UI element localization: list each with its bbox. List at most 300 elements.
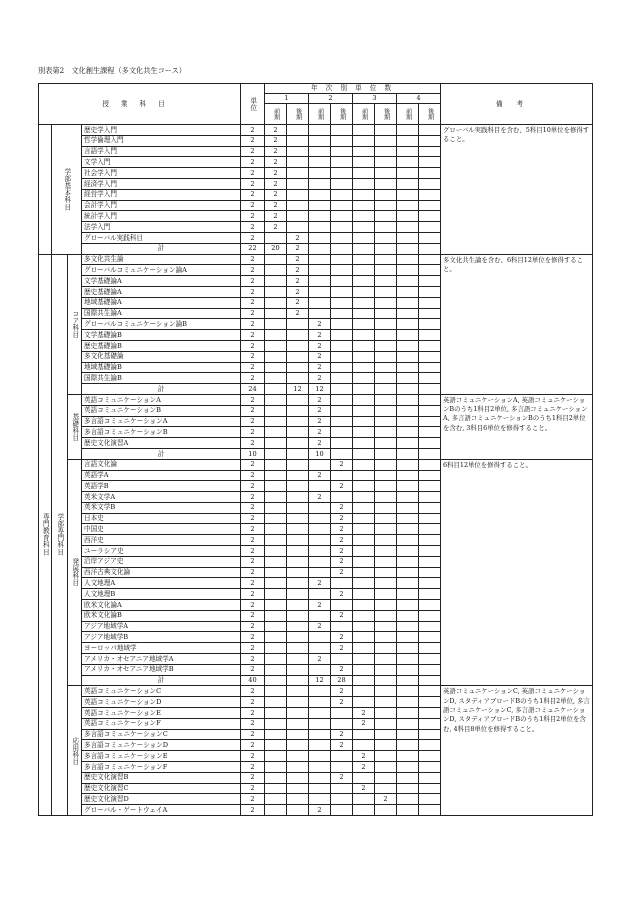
term-units-cell — [375, 578, 397, 589]
term-units-cell: 2 — [265, 211, 287, 222]
term-units-cell — [375, 481, 397, 492]
term-units-cell: 2 — [309, 427, 331, 438]
term-units-cell: 2 — [265, 135, 287, 146]
term-units-cell — [287, 546, 309, 557]
subject-name: 多言語コミュニケーションB — [82, 427, 241, 438]
subject-name: 地域基礎論A — [82, 297, 241, 308]
subject-name: ユーラシア史 — [82, 546, 241, 557]
term-units-cell — [397, 189, 419, 200]
term-units-cell — [397, 308, 419, 319]
term-units-cell — [331, 351, 353, 362]
term-units-cell — [419, 513, 441, 524]
curriculum-table — [38, 83, 593, 816]
units-cell: 24 — [241, 384, 265, 395]
subject-name: 沿岸アジア史 — [82, 556, 241, 567]
term-units-cell: 20 — [265, 243, 287, 254]
units-cell: 2 — [241, 697, 265, 708]
term-units-cell — [287, 632, 309, 643]
term-units-cell — [265, 362, 287, 373]
term-units-cell — [419, 600, 441, 611]
units-cell: 2 — [241, 492, 265, 503]
subject-name: 英語コミュニケーションE — [82, 708, 241, 719]
total-label: 計 — [82, 448, 241, 459]
term-units-cell — [397, 286, 419, 297]
term-units-cell — [375, 362, 397, 373]
term-units-cell — [397, 265, 419, 276]
term-units-cell — [265, 697, 287, 708]
term-units-cell: 2 — [265, 200, 287, 211]
term-units-cell — [397, 135, 419, 146]
term-units-cell — [265, 643, 287, 654]
term-units-cell — [287, 556, 309, 567]
term-units-cell — [353, 394, 375, 405]
term-units-cell — [331, 470, 353, 481]
term-units-cell — [265, 254, 287, 265]
term-units-cell — [397, 567, 419, 578]
term-units-cell — [265, 686, 287, 697]
term-units-cell — [353, 146, 375, 157]
term-units-cell — [287, 157, 309, 168]
subject-name: 多文化基礎論 — [82, 351, 241, 362]
term-units-cell — [375, 524, 397, 535]
units-cell: 2 — [241, 502, 265, 513]
term-units-cell — [353, 664, 375, 675]
term-units-cell: 2 — [265, 157, 287, 168]
term-units-cell — [419, 708, 441, 719]
units-cell: 2 — [241, 762, 265, 773]
term-units-cell: 2 — [265, 168, 287, 179]
term-units-cell — [265, 351, 287, 362]
term-units-cell — [397, 751, 419, 762]
term-units-cell — [331, 125, 353, 136]
term-units-cell: 2 — [309, 319, 331, 330]
term-units-cell — [287, 178, 309, 189]
term-units-cell — [397, 600, 419, 611]
term-units-cell — [397, 664, 419, 675]
term-units-cell — [353, 373, 375, 384]
subject-name: 歴史基礎論A — [82, 286, 241, 297]
header-year-units: 年 次 別 単 位 数 — [265, 84, 441, 94]
term-units-cell — [309, 664, 331, 675]
term-units-cell — [353, 211, 375, 222]
term-units-cell — [419, 697, 441, 708]
term-units-cell — [397, 632, 419, 643]
term-units-cell — [265, 664, 287, 675]
term-units-cell — [331, 265, 353, 276]
term-units-cell — [353, 319, 375, 330]
term-units-cell — [331, 783, 353, 794]
subject-name: 経済学入門 — [82, 178, 241, 189]
term-units-cell — [287, 513, 309, 524]
term-units-cell — [265, 416, 287, 427]
term-units-cell — [353, 524, 375, 535]
term-units-cell — [397, 470, 419, 481]
subject-name: 日本史 — [82, 513, 241, 524]
term-units-cell — [287, 416, 309, 427]
header-year-1: 1 — [265, 94, 309, 104]
term-units-cell — [375, 492, 397, 503]
term-units-cell — [331, 654, 353, 665]
term-units-cell — [375, 384, 397, 395]
term-units-cell — [397, 578, 419, 589]
units-cell: 2 — [241, 276, 265, 287]
term-units-cell — [375, 438, 397, 449]
term-units-cell — [419, 481, 441, 492]
term-units-cell — [331, 200, 353, 211]
header-term: 前期 — [397, 104, 419, 125]
term-units-cell: 2 — [331, 524, 353, 535]
subject-name: 国際共生論B — [82, 373, 241, 384]
subject-name: アメリカ・オセアニア地域学B — [82, 664, 241, 675]
term-units-cell — [353, 448, 375, 459]
units-cell: 2 — [241, 416, 265, 427]
term-units-cell — [375, 394, 397, 405]
term-units-cell: 2 — [331, 610, 353, 621]
term-units-cell: 28 — [331, 675, 353, 686]
term-units-cell — [287, 751, 309, 762]
units-cell: 2 — [241, 146, 265, 157]
term-units-cell: 2 — [331, 697, 353, 708]
units-cell: 2 — [241, 308, 265, 319]
units-cell: 2 — [241, 535, 265, 546]
term-units-cell — [287, 319, 309, 330]
term-units-cell: 2 — [353, 708, 375, 719]
table-row — [39, 254, 593, 265]
category-core: コア科目 — [68, 254, 82, 394]
term-units-cell — [397, 254, 419, 265]
term-units-cell — [419, 362, 441, 373]
subject-name: 文学基礎論B — [82, 330, 241, 341]
term-units-cell — [375, 708, 397, 719]
header-term: 前期 — [265, 104, 287, 125]
term-units-cell — [375, 373, 397, 384]
term-units-cell — [265, 783, 287, 794]
term-units-cell — [375, 297, 397, 308]
term-units-cell — [397, 740, 419, 751]
term-units-cell: 2 — [309, 351, 331, 362]
subject-name: 英語コミュニケーションF — [82, 718, 241, 729]
subject-name: 多言語コミュニケーションC — [82, 729, 241, 740]
term-units-cell — [397, 297, 419, 308]
term-units-cell — [419, 610, 441, 621]
units-cell: 2 — [241, 751, 265, 762]
term-units-cell — [397, 362, 419, 373]
term-units-cell — [397, 373, 419, 384]
term-units-cell — [331, 427, 353, 438]
units-cell: 2 — [241, 222, 265, 233]
term-units-cell — [353, 643, 375, 654]
term-units-cell — [265, 805, 287, 816]
units-cell: 2 — [241, 470, 265, 481]
subject-name: 社会学入門 — [82, 168, 241, 179]
total-label: 計 — [82, 384, 241, 395]
term-units-cell — [331, 146, 353, 157]
term-units-cell — [353, 621, 375, 632]
term-units-cell — [375, 729, 397, 740]
term-units-cell — [331, 373, 353, 384]
term-units-cell — [419, 254, 441, 265]
units-cell: 2 — [241, 632, 265, 643]
term-units-cell — [397, 276, 419, 287]
term-units-cell — [309, 189, 331, 200]
units-cell: 2 — [241, 319, 265, 330]
term-units-cell — [353, 297, 375, 308]
term-units-cell: 2 — [265, 222, 287, 233]
term-units-cell — [265, 232, 287, 243]
subject-name: 人文地理B — [82, 589, 241, 600]
term-units-cell — [309, 708, 331, 719]
term-units-cell — [375, 600, 397, 611]
term-units-cell — [375, 470, 397, 481]
term-units-cell — [397, 340, 419, 351]
units-cell: 2 — [241, 643, 265, 654]
term-units-cell — [419, 502, 441, 513]
term-units-cell — [397, 513, 419, 524]
term-units-cell — [419, 729, 441, 740]
term-units-cell — [397, 805, 419, 816]
term-units-cell — [309, 740, 331, 751]
term-units-cell — [331, 340, 353, 351]
term-units-cell — [287, 189, 309, 200]
term-units-cell — [265, 427, 287, 438]
term-units-cell — [353, 168, 375, 179]
term-units-cell — [265, 729, 287, 740]
term-units-cell: 12 — [309, 384, 331, 395]
term-units-cell — [287, 448, 309, 459]
term-units-cell: 2 — [331, 740, 353, 751]
term-units-cell — [331, 394, 353, 405]
term-units-cell — [375, 135, 397, 146]
subject-name: アジア地域学B — [82, 632, 241, 643]
term-units-cell — [331, 297, 353, 308]
term-units-cell — [287, 589, 309, 600]
term-units-cell — [397, 524, 419, 535]
term-units-cell — [375, 286, 397, 297]
term-units-cell — [287, 373, 309, 384]
term-units-cell — [265, 459, 287, 470]
term-units-cell: 2 — [309, 405, 331, 416]
term-units-cell — [265, 438, 287, 449]
term-units-cell: 2 — [309, 340, 331, 351]
term-units-cell — [419, 675, 441, 686]
term-units-cell — [265, 556, 287, 567]
term-units-cell — [375, 632, 397, 643]
term-units-cell — [353, 675, 375, 686]
term-units-cell — [287, 697, 309, 708]
term-units-cell — [287, 729, 309, 740]
remarks-cell: 英語コミュニケーションA, 英語コミュニケーションBのうち1科目2単位, 多言語コミュニケーションA, 多言語コミュニケーションBのうち1科目2単位を含む, 3科目6単位を修得すること。 — [441, 394, 593, 459]
units-cell: 2 — [241, 794, 265, 805]
term-units-cell — [287, 524, 309, 535]
term-units-cell: 2 — [309, 654, 331, 665]
term-units-cell — [397, 481, 419, 492]
term-units-cell — [397, 675, 419, 686]
term-units-cell — [397, 697, 419, 708]
term-units-cell — [375, 772, 397, 783]
term-units-cell — [287, 427, 309, 438]
term-units-cell — [419, 535, 441, 546]
term-units-cell — [353, 492, 375, 503]
table-row — [39, 459, 593, 470]
term-units-cell — [419, 632, 441, 643]
term-units-cell — [353, 654, 375, 665]
term-units-cell — [265, 448, 287, 459]
term-units-cell — [353, 340, 375, 351]
term-units-cell: 2 — [265, 178, 287, 189]
term-units-cell — [419, 751, 441, 762]
category-gakubu-kihon: 学部基本科目 — [52, 125, 82, 255]
header-term: 後期 — [375, 104, 397, 125]
term-units-cell: 12 — [309, 675, 331, 686]
term-units-cell — [331, 384, 353, 395]
term-units-cell — [397, 125, 419, 136]
subject-name: 国際共生論A — [82, 308, 241, 319]
term-units-cell — [375, 740, 397, 751]
term-units-cell — [419, 470, 441, 481]
term-units-cell — [419, 524, 441, 535]
term-units-cell — [331, 751, 353, 762]
category-senmon: 専門教育科目 — [39, 254, 52, 815]
subject-name: アメリカ・オセアニア地域学A — [82, 654, 241, 665]
term-units-cell: 2 — [265, 125, 287, 136]
term-units-cell — [287, 610, 309, 621]
term-units-cell — [309, 535, 331, 546]
units-cell: 2 — [241, 546, 265, 557]
units-cell: 2 — [241, 600, 265, 611]
term-units-cell — [353, 438, 375, 449]
term-units-cell — [375, 567, 397, 578]
term-units-cell — [353, 157, 375, 168]
term-units-cell — [375, 664, 397, 675]
table-row — [39, 125, 593, 136]
term-units-cell — [353, 502, 375, 513]
subject-name: 多言語コミュニケーションD — [82, 740, 241, 751]
term-units-cell — [265, 384, 287, 395]
term-units-cell — [331, 794, 353, 805]
term-units-cell — [309, 794, 331, 805]
category-gakubu-senmon: 学部専門科目 — [52, 254, 68, 815]
term-units-cell: 2 — [265, 146, 287, 157]
term-units-cell — [331, 168, 353, 179]
term-units-cell — [353, 125, 375, 136]
term-units-cell — [287, 470, 309, 481]
term-units-cell — [397, 729, 419, 740]
term-units-cell — [309, 610, 331, 621]
term-units-cell — [287, 621, 309, 632]
term-units-cell — [353, 330, 375, 341]
term-units-cell — [331, 405, 353, 416]
term-units-cell: 2 — [287, 232, 309, 243]
term-units-cell — [397, 211, 419, 222]
term-units-cell — [309, 567, 331, 578]
term-units-cell: 2 — [309, 600, 331, 611]
subject-name: グローバルコミュニケーション論B — [82, 319, 241, 330]
term-units-cell — [419, 459, 441, 470]
units-cell: 2 — [241, 524, 265, 535]
term-units-cell — [309, 211, 331, 222]
term-units-cell — [331, 416, 353, 427]
term-units-cell — [375, 805, 397, 816]
term-units-cell — [419, 589, 441, 600]
subject-name: 文学基礎論A — [82, 276, 241, 287]
term-units-cell — [353, 556, 375, 567]
term-units-cell — [331, 189, 353, 200]
term-units-cell — [375, 448, 397, 459]
subject-name: 中国史 — [82, 524, 241, 535]
term-units-cell — [353, 254, 375, 265]
units-cell: 2 — [241, 178, 265, 189]
term-units-cell — [353, 794, 375, 805]
term-units-cell: 2 — [287, 297, 309, 308]
term-units-cell — [287, 783, 309, 794]
term-units-cell — [375, 405, 397, 416]
term-units-cell — [397, 232, 419, 243]
units-cell: 2 — [241, 438, 265, 449]
term-units-cell — [419, 384, 441, 395]
term-units-cell — [309, 513, 331, 524]
term-units-cell — [309, 232, 331, 243]
total-label: 計 — [82, 243, 241, 254]
term-units-cell — [419, 146, 441, 157]
term-units-cell — [419, 567, 441, 578]
term-units-cell — [265, 600, 287, 611]
term-units-cell — [265, 276, 287, 287]
remarks-cell: グローバル実践科目を含む、5科目10単位を修得すること。 — [441, 125, 593, 255]
remarks-cell: 多文化共生論を含む、6科目12単位を修得すること。 — [441, 254, 593, 394]
term-units-cell — [397, 794, 419, 805]
term-units-cell — [309, 178, 331, 189]
term-units-cell: 2 — [331, 513, 353, 524]
term-units-cell — [331, 211, 353, 222]
term-units-cell — [353, 286, 375, 297]
units-cell: 2 — [241, 286, 265, 297]
term-units-cell — [309, 686, 331, 697]
term-units-cell — [375, 621, 397, 632]
term-units-cell — [419, 351, 441, 362]
term-units-cell — [419, 578, 441, 589]
term-units-cell — [287, 675, 309, 686]
term-units-cell — [419, 438, 441, 449]
term-units-cell — [353, 610, 375, 621]
term-units-cell — [265, 794, 287, 805]
term-units-cell — [287, 654, 309, 665]
subject-name: 多言語コミュニケーションA — [82, 416, 241, 427]
term-units-cell — [419, 340, 441, 351]
term-units-cell: 2 — [353, 783, 375, 794]
subject-name: 歴史基礎論B — [82, 340, 241, 351]
subject-name: 英語学B — [82, 481, 241, 492]
units-cell: 2 — [241, 189, 265, 200]
term-units-cell — [397, 535, 419, 546]
term-units-cell — [331, 319, 353, 330]
term-units-cell — [265, 546, 287, 557]
term-units-cell — [309, 783, 331, 794]
subject-name: 西洋古典文化論 — [82, 567, 241, 578]
term-units-cell — [397, 762, 419, 773]
term-units-cell — [353, 481, 375, 492]
term-units-cell: 2 — [309, 373, 331, 384]
subject-name: ヨーロッパ地域学 — [82, 643, 241, 654]
term-units-cell: 2 — [331, 502, 353, 513]
term-units-cell — [375, 125, 397, 136]
term-units-cell: 2 — [331, 589, 353, 600]
term-units-cell — [331, 308, 353, 319]
term-units-cell — [309, 135, 331, 146]
term-units-cell — [419, 330, 441, 341]
term-units-cell — [353, 308, 375, 319]
term-units-cell — [397, 708, 419, 719]
subject-name: 英語コミュニケーションC — [82, 686, 241, 697]
